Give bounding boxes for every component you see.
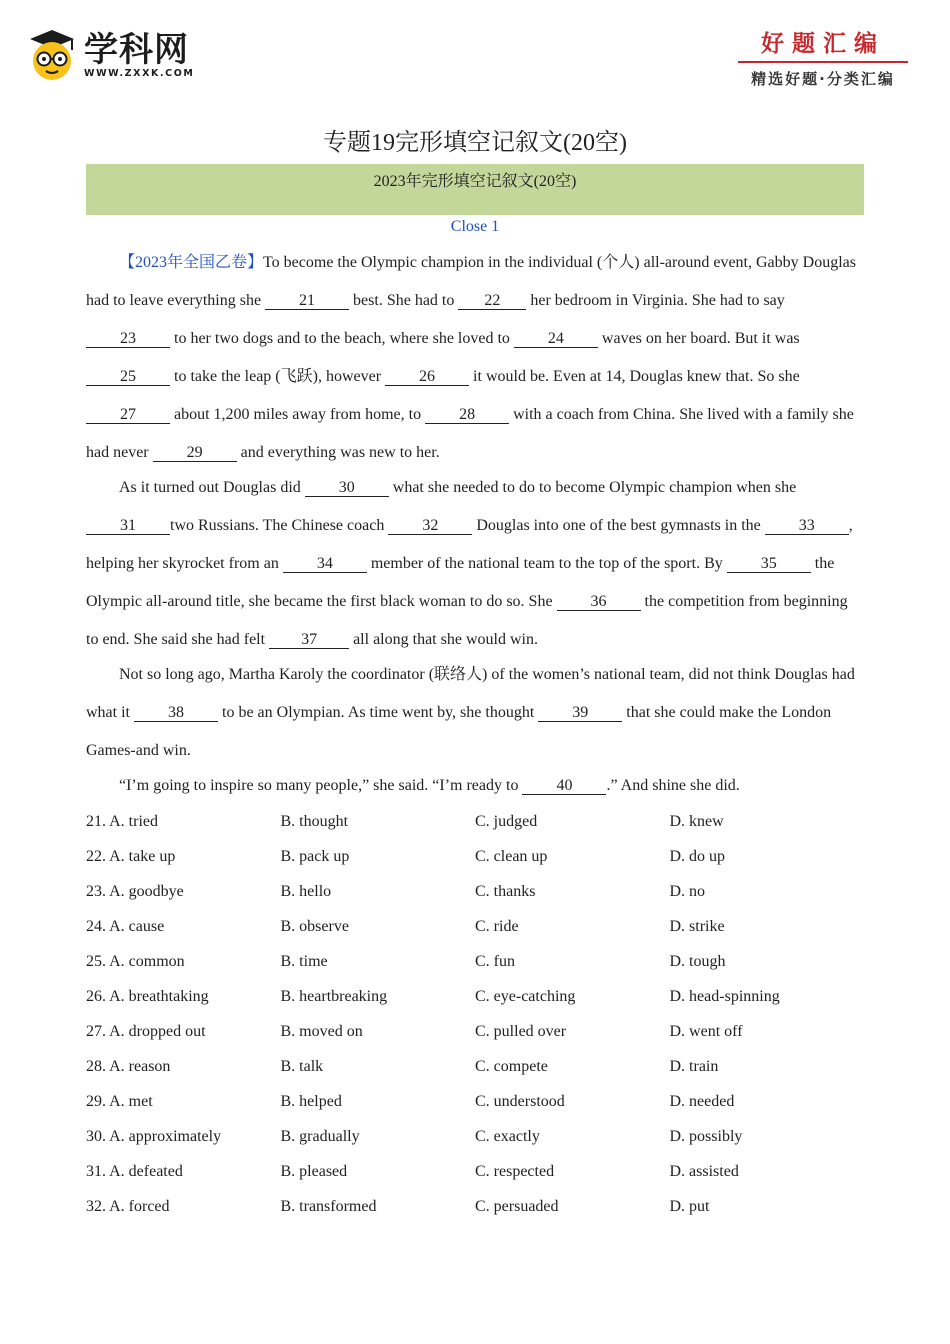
option-a[interactable]: 25. A. common	[86, 953, 185, 970]
option-c[interactable]: C. ride	[475, 918, 519, 935]
brand-divider	[738, 61, 908, 63]
blank-25: 25	[86, 368, 170, 386]
option-b[interactable]: B. helped	[280, 1093, 342, 1110]
passage-text: Douglas into one of the best gymnasts in the	[472, 517, 765, 534]
logo-wordmark: 学科网	[84, 29, 189, 70]
option-c[interactable]: C. compete	[475, 1058, 548, 1075]
passage-text: waves on her board. But it was	[597, 330, 800, 347]
source-tag: 【2023年全国乙卷】	[119, 254, 264, 271]
zxxk-logo[interactable]	[28, 28, 194, 82]
option-b[interactable]: B. moved on	[280, 1023, 363, 1040]
option-d[interactable]: D. needed	[669, 1093, 735, 1110]
brand-subtitle: 精选好题·分类汇编	[751, 70, 895, 88]
blank-36: 36	[557, 593, 641, 611]
option-a[interactable]: 32. A. forced	[86, 1198, 170, 1215]
option-c[interactable]: C. thanks	[475, 883, 536, 900]
option-d[interactable]: D. went off	[669, 1023, 743, 1040]
logo-url: WWW.ZXXK.COM	[84, 67, 195, 79]
passage-text: To become the Olympic champion in the individual (个人) all-around event, Gabby Douglas had to leave everything she	[86, 254, 856, 309]
question-row	[86, 983, 864, 1018]
passage-paragraph-1	[86, 244, 864, 472]
option-b[interactable]: B. talk	[280, 1058, 324, 1075]
question-row	[86, 1018, 864, 1053]
option-a[interactable]: 29. A. met	[86, 1093, 153, 1110]
option-b[interactable]: B. heartbreaking	[280, 988, 388, 1005]
blank-26: 26	[385, 368, 469, 386]
page-title: 专题19完形填空记叙文(20空)	[323, 130, 627, 156]
question-row	[86, 948, 864, 983]
passage-text: member of the national team to the top of the sport. By	[366, 555, 727, 572]
option-d[interactable]: D. possibly	[669, 1128, 743, 1145]
option-a[interactable]: 26. A. breathtaking	[86, 988, 209, 1005]
section-banner-text: 2023年完形填空记叙文(20空)	[373, 173, 577, 190]
blank-21: 21	[265, 292, 349, 310]
passage-paragraph-3	[86, 656, 864, 770]
option-d[interactable]: D. strike	[669, 918, 725, 935]
option-c[interactable]: C. respected	[475, 1163, 555, 1180]
section-banner	[86, 164, 864, 215]
option-b[interactable]: B. pleased	[280, 1163, 348, 1180]
passage-text: to take the leap (飞跃), however	[170, 368, 386, 385]
option-c[interactable]: C. judged	[475, 813, 538, 830]
option-a[interactable]: 21. A. tried	[86, 813, 158, 830]
passage-text: that she could make the London Games-and win.	[86, 704, 832, 759]
brand-badge	[738, 30, 908, 89]
option-c[interactable]: C. exactly	[475, 1128, 540, 1145]
passage-text: what she needed to do to become Olympic champion when she	[388, 479, 797, 496]
blank-33: 33	[765, 517, 849, 535]
blank-32: 32	[388, 517, 472, 535]
blank-40: 40	[522, 777, 606, 795]
option-a[interactable]: 23. A. goodbye	[86, 883, 184, 900]
option-d[interactable]: D. put	[669, 1198, 710, 1215]
passage-text: the Olympic all-around title, she became the first black woman to do so. She	[86, 555, 835, 610]
option-b[interactable]: B. hello	[280, 883, 332, 900]
passage-text: two Russians. The Chinese coach	[170, 517, 389, 534]
question-row	[86, 808, 864, 843]
question-row	[86, 913, 864, 948]
option-b[interactable]: B. thought	[280, 813, 349, 830]
blank-22: 22	[458, 292, 526, 310]
blank-31: 31	[86, 517, 170, 535]
brand-title: 好题汇编	[761, 31, 885, 57]
question-row	[86, 878, 864, 913]
question-row	[86, 843, 864, 878]
student-mascot-icon	[28, 28, 76, 82]
blank-37: 37	[269, 631, 349, 649]
passage-text: , helping her skyrocket from an	[86, 517, 853, 572]
page-header	[0, 0, 950, 110]
option-a[interactable]: 31. A. defeated	[86, 1163, 183, 1180]
question-row	[86, 1158, 864, 1193]
option-d[interactable]: D. head-spinning	[669, 988, 780, 1005]
blank-29: 29	[153, 444, 237, 462]
option-c[interactable]: C. persuaded	[475, 1198, 559, 1215]
option-c[interactable]: C. eye-catching	[475, 988, 576, 1005]
blank-39: 39	[538, 704, 622, 722]
blank-24: 24	[514, 330, 598, 348]
option-b[interactable]: B. gradually	[280, 1128, 360, 1145]
blank-38: 38	[134, 704, 218, 722]
passage-text: best. She had to	[349, 292, 459, 309]
answer-options	[86, 808, 864, 1228]
option-c[interactable]: C. fun	[475, 953, 515, 970]
cloze-passage	[86, 244, 864, 805]
blank-30: 30	[305, 479, 389, 497]
blank-27: 27	[86, 406, 170, 424]
option-a[interactable]: 27. A. dropped out	[86, 1023, 206, 1040]
option-a[interactable]: 22. A. take up	[86, 848, 176, 865]
option-d[interactable]: D. do up	[669, 848, 726, 865]
passage-text: all along that she would win.	[349, 631, 538, 648]
option-b[interactable]: B. observe	[280, 918, 349, 935]
blank-23: 23	[86, 330, 170, 348]
question-row	[86, 1088, 864, 1123]
passage-text: the competition from beginning to end. She said she had felt	[86, 593, 848, 648]
option-c[interactable]: C. pulled over	[475, 1023, 567, 1040]
option-c[interactable]: C. understood	[475, 1093, 565, 1110]
option-b[interactable]: B. pack up	[280, 848, 350, 865]
option-a[interactable]: 28. A. reason	[86, 1058, 171, 1075]
option-d[interactable]: D. knew	[669, 813, 724, 830]
passage-text: “I’m going to inspire so many people,” she said. “I’m ready to	[119, 777, 523, 794]
passage-text: her bedroom in Virginia. She had to say	[526, 292, 785, 309]
passage-text: about 1,200 miles away from home, to	[170, 406, 426, 423]
passage-text: to her two dogs and to the beach, where she loved to	[170, 330, 514, 347]
question-row	[86, 1193, 864, 1228]
passage-text: .” And shine she did.	[606, 777, 740, 794]
option-a[interactable]: 24. A. cause	[86, 918, 165, 935]
option-d[interactable]: D. no	[669, 883, 706, 900]
blank-28: 28	[425, 406, 509, 424]
blank-35: 35	[727, 555, 811, 573]
passage-text: it would be. Even at 14, Douglas knew that. So she	[469, 368, 800, 385]
option-d[interactable]: D. tough	[669, 953, 726, 970]
passage-text: Not so long ago, Martha Karoly the coordinator (联络人) of the women’s national team, did not think Douglas had what it	[86, 666, 855, 721]
passage-text: to be an Olympian. As time went by, she thought	[218, 704, 539, 721]
passage-text: and everything was new to her.	[236, 444, 440, 461]
question-row	[86, 1123, 864, 1158]
passage-paragraph-2	[86, 469, 864, 659]
passage-text: As it turned out Douglas did	[119, 479, 305, 496]
option-b[interactable]: B. time	[280, 953, 328, 970]
close-heading: Close 1	[450, 218, 500, 235]
question-row	[86, 1053, 864, 1088]
option-d[interactable]: D. assisted	[669, 1163, 739, 1180]
option-b[interactable]: B. transformed	[280, 1198, 377, 1215]
option-d[interactable]: D. train	[669, 1058, 719, 1075]
passage-text: with a coach from China. She lived with a family she had never	[86, 406, 854, 461]
blank-34: 34	[283, 555, 367, 573]
option-c[interactable]: C. clean up	[475, 848, 548, 865]
passage-paragraph-4	[86, 767, 864, 805]
option-a[interactable]: 30. A. approximately	[86, 1128, 222, 1145]
